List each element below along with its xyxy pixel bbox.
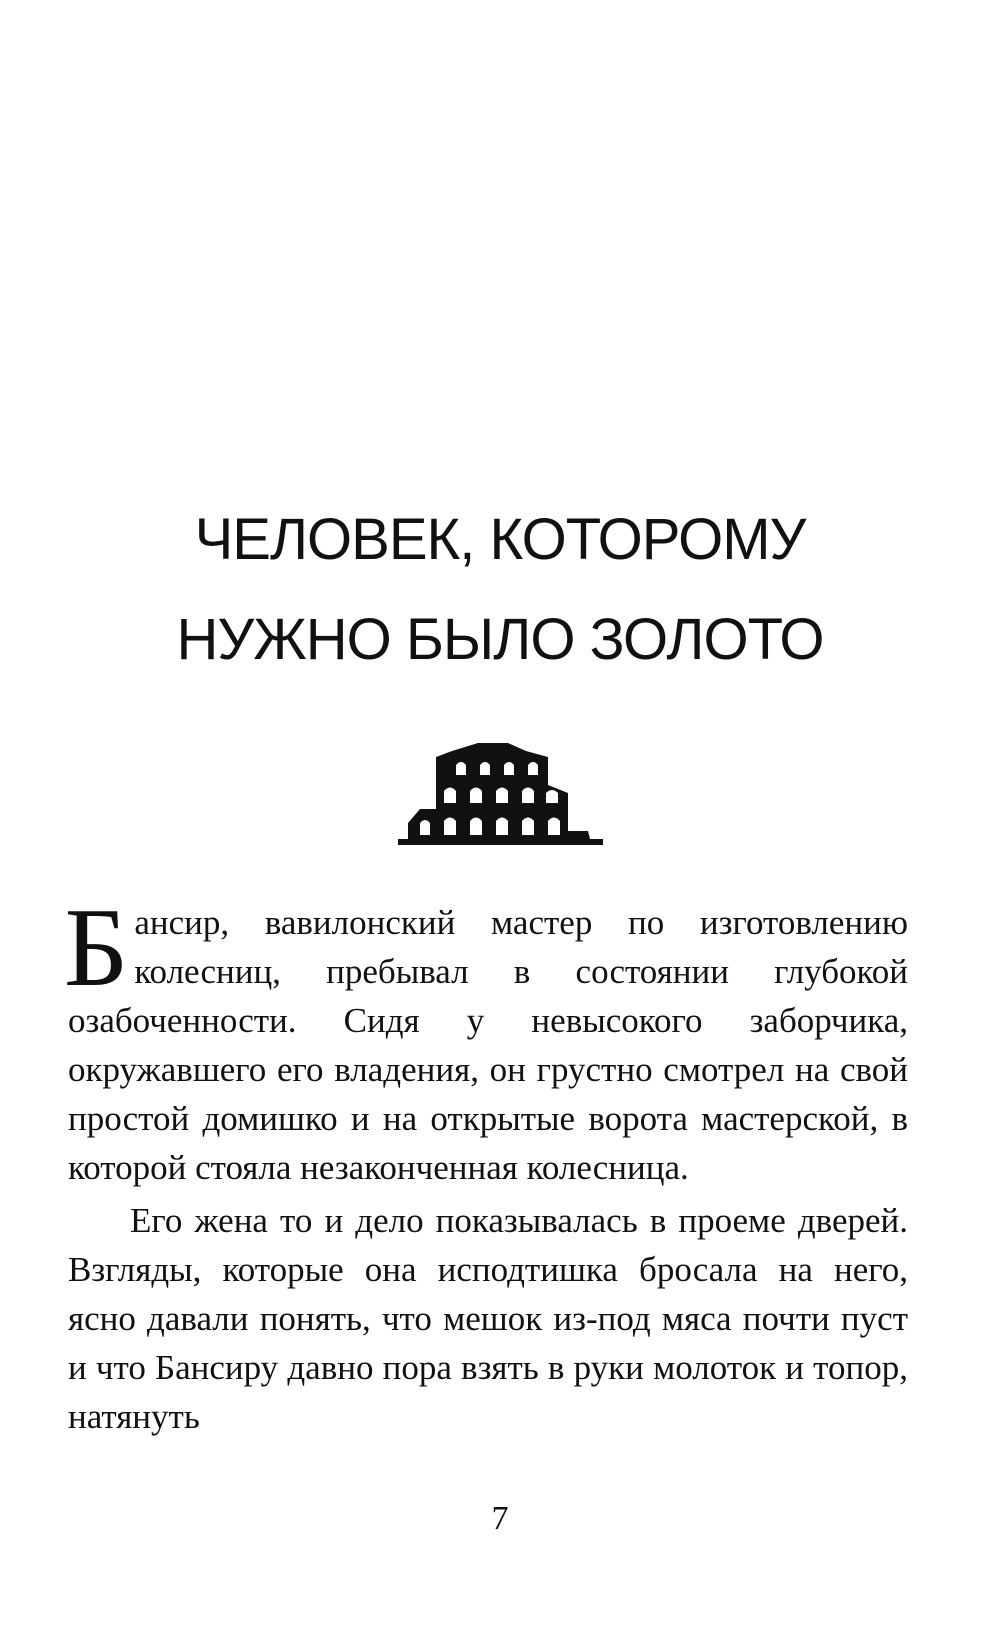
paragraph-1 bbox=[64, 886, 908, 1192]
paragraph-2: Его жена то и дело показывалась в проеме дверей. Взгляды, которые она исподтишка бросала на него, ясно давали понять, что мешок из-под мяса почти пуст и что Бансиру давно пора взять в руки молоток и топор, натянуть bbox=[68, 1201, 908, 1436]
paragraph-1-text: ансир, вавилонский мастер по изготовлению колесниц, пребывал в состоянии глубокой озабоченности. Сидя у невысокого заборчика, окружавшего его владения, он грустно смотрел на свой простой домишко и на открытые ворота мастерской, в которой стояла незаконченная колесница. bbox=[68, 903, 908, 1187]
chapter-title bbox=[0, 490, 1000, 690]
page-number: 7 bbox=[491, 1500, 509, 1537]
drop-cap: Б bbox=[64, 886, 129, 1010]
chapter-title-line-1: ЧЕЛОВЕК, КОТОРОМУ bbox=[194, 507, 806, 572]
colosseum-icon bbox=[398, 735, 603, 850]
chapter-body bbox=[64, 886, 908, 1441]
chapter-title-line-2: НУЖНО БЫЛО ЗОЛОТО bbox=[176, 607, 824, 672]
